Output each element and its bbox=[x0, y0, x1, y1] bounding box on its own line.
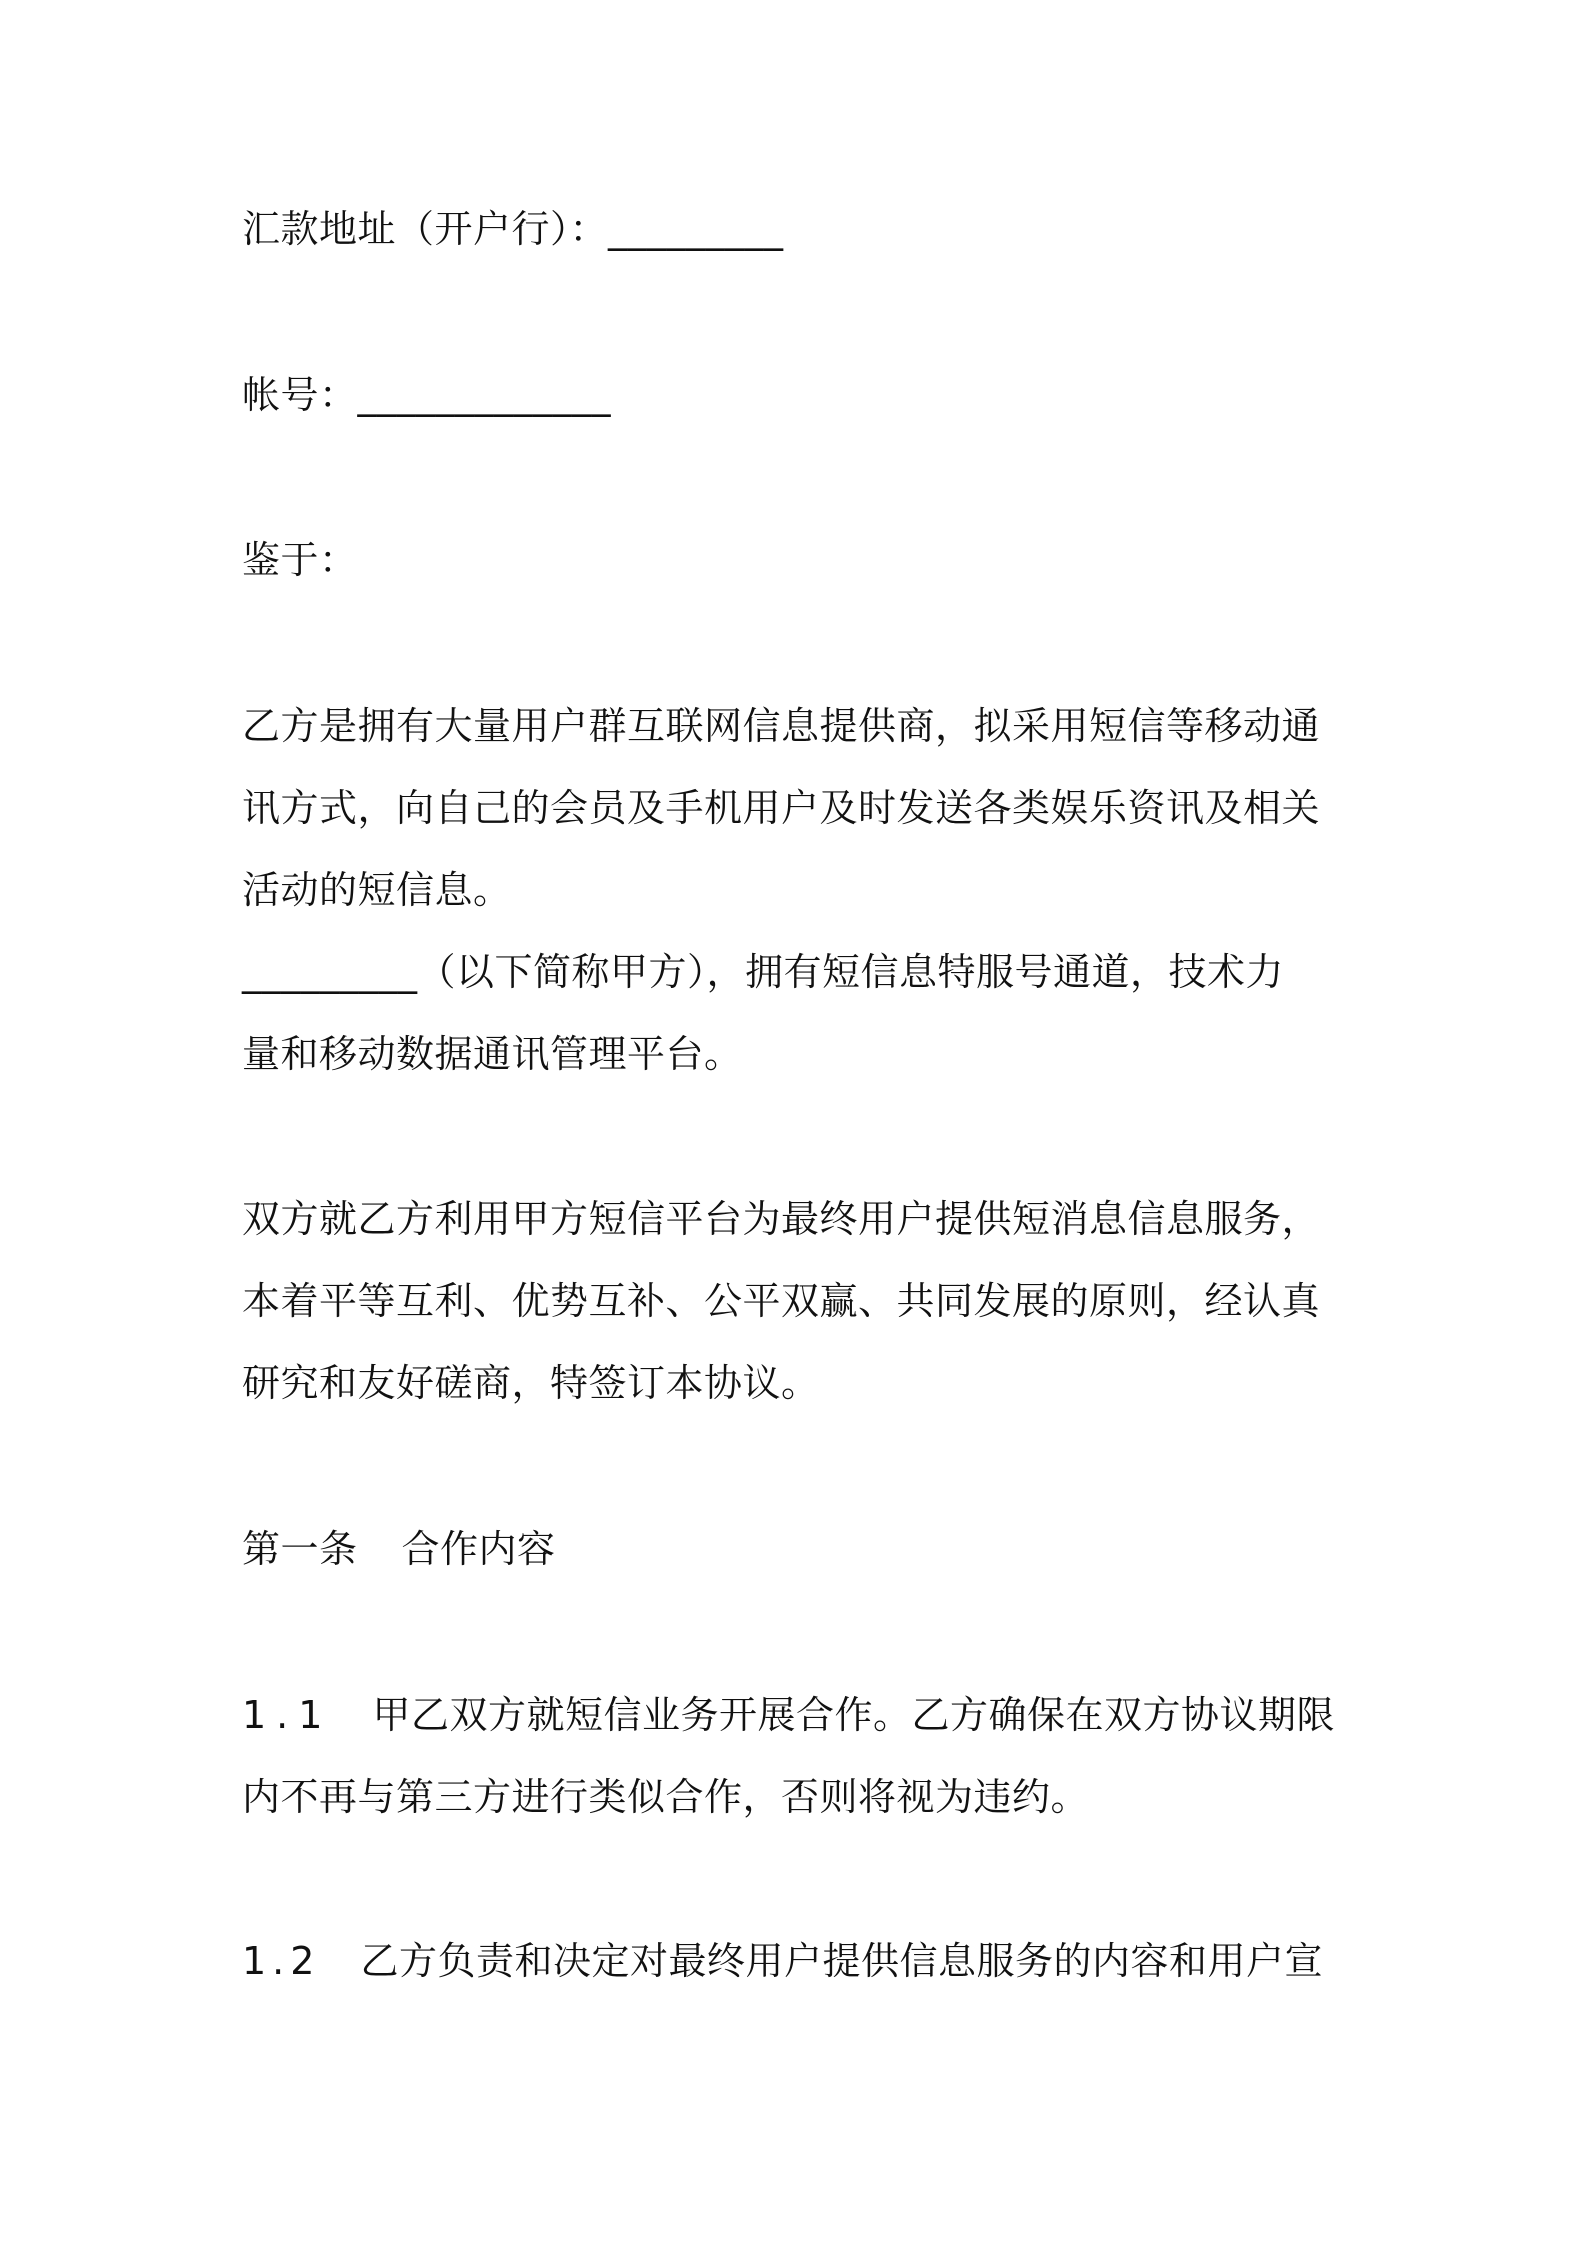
party-b-intro-line-2: 讯方式，向自己的会员及手机用户及时发送各类娱乐资讯及相关 bbox=[242, 786, 1321, 830]
article-1-heading bbox=[242, 1508, 1362, 1590]
clause-1-1-number: 1.1 bbox=[242, 1693, 333, 1737]
clause-1-2-number: 1.2 bbox=[242, 1939, 321, 1983]
purpose-line-3: 研究和友好磋商，特签订本协议。 bbox=[242, 1361, 820, 1405]
whereas-label: 鉴于： bbox=[242, 538, 358, 582]
clause-1-2-text-1: 乙方负责和决定对最终用户提供信息服务的内容和用户宣 bbox=[360, 1939, 1323, 1983]
party-b-intro-line-1: 乙方是拥有大量用户群互联网信息提供商，拟采用短信等移动通 bbox=[242, 704, 1321, 748]
article-1-title: 合作内容 bbox=[401, 1527, 556, 1571]
purpose-line-2: 本着平等互利、优势互补、公平双赢、共同发展的原则，经认真 bbox=[242, 1279, 1321, 1323]
purpose-line-1: 双方就乙方利用甲方短信平台为最终用户提供短消息信息服务， bbox=[242, 1197, 1321, 1241]
party-a-intro-line-1: _________（以下简称甲方），拥有短信息特服号通道，技术力 bbox=[242, 950, 1285, 994]
clause-1-1-text-1: 甲乙双方就短信业务开展合作。乙方确保在双方协议期限 bbox=[372, 1693, 1335, 1737]
party-a-intro-line-2: 量和移动数据通讯管理平台。 bbox=[242, 1032, 743, 1076]
party-b-intro-line-3: 活动的短信息。 bbox=[242, 868, 512, 912]
remit-address-line: 汇款地址（开户行）：_________ bbox=[242, 207, 784, 251]
clause-1-1-line-2: 内不再与第三方进行类似合作，否则将视为违约。 bbox=[242, 1775, 1090, 1819]
article-1-number: 第一条 bbox=[242, 1527, 358, 1571]
clause-1-1-line-1 bbox=[242, 1674, 1362, 1756]
clause-1-2-line-1 bbox=[242, 1920, 1362, 2002]
account-line: 帐号：_____________ bbox=[242, 373, 612, 417]
